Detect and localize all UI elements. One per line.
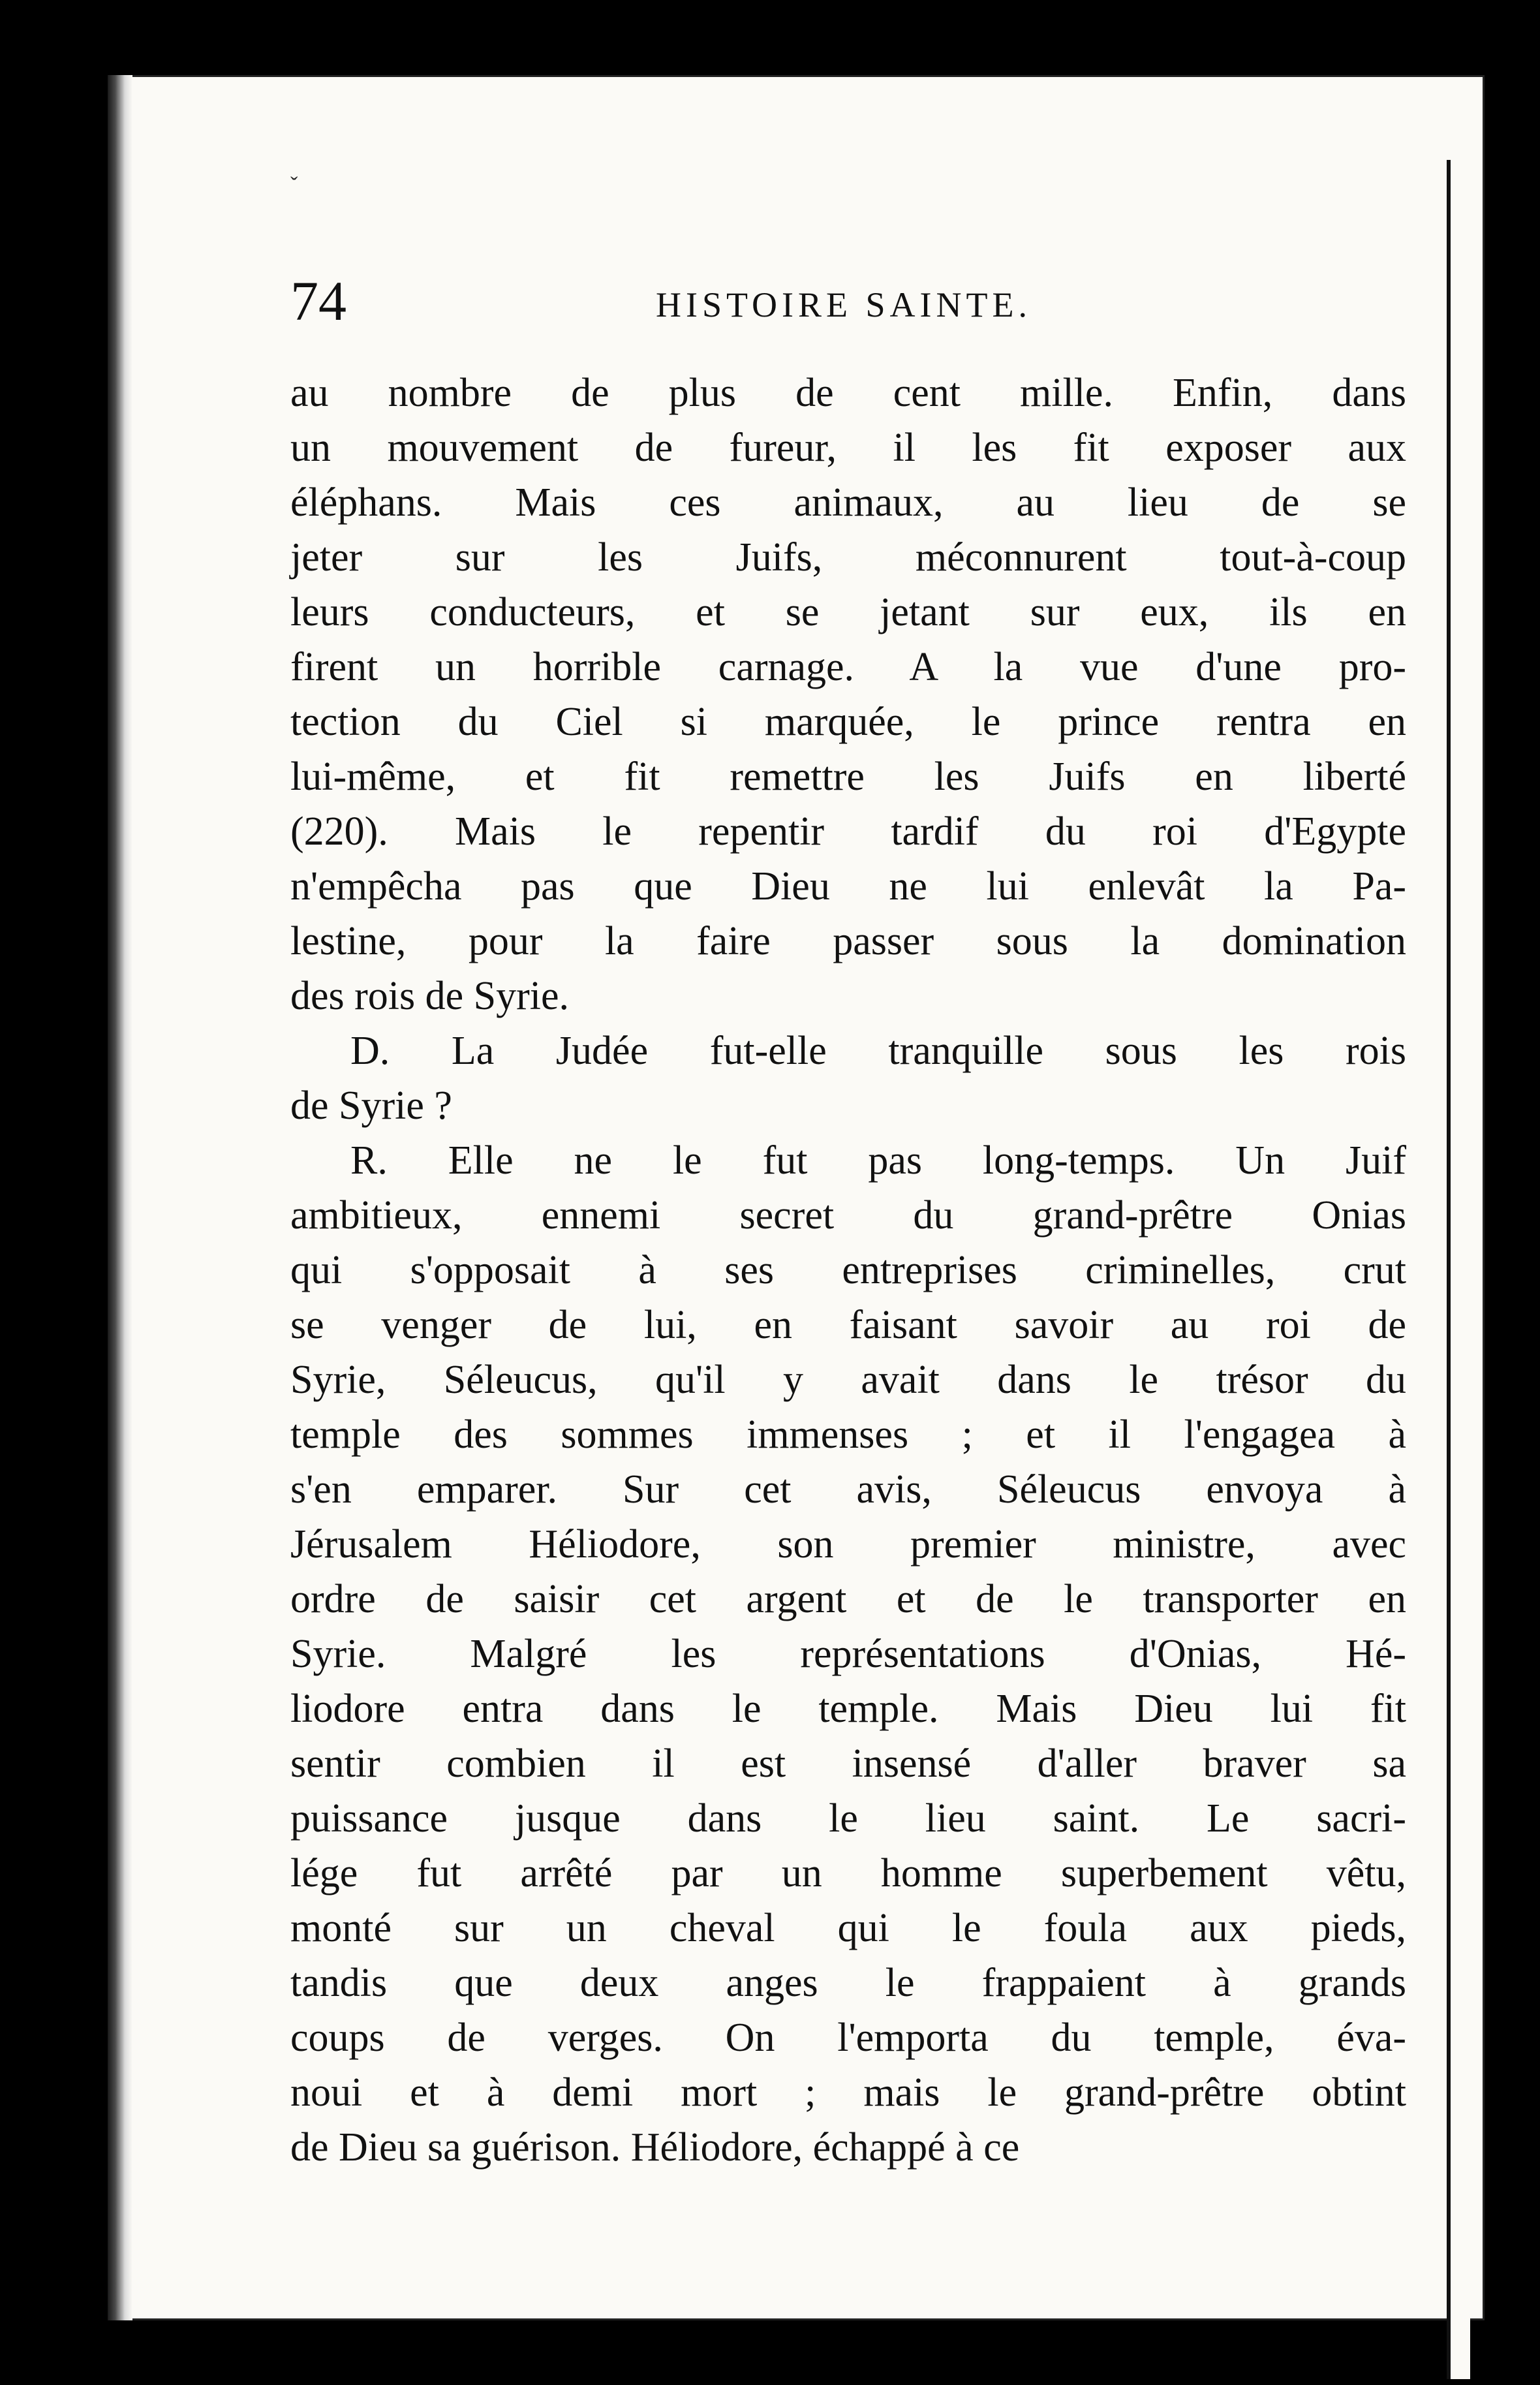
text-line: tandis que deux anges le frappaient à grands — [290, 1961, 1406, 2005]
text-line: tection du Ciel si marquée, le prince rentra en — [290, 700, 1406, 744]
running-title: HISTOIRE SAINTE. — [656, 285, 1032, 324]
text-line: de Dieu sa guérison. Héliodore, échappé à ce — [290, 2125, 1020, 2170]
text-line: Syrie. Malgré les représentations d'Onias, Hé- — [290, 1632, 1406, 1676]
text-line: Syrie, Séleucus, qu'il y avait dans le trésor du — [290, 1358, 1406, 1402]
text-line: s'en emparer. Sur cet avis, Séleucus envoya à — [290, 1467, 1406, 1512]
text-line: liodore entra dans le temple. Mais Dieu lui fit — [290, 1687, 1406, 1731]
text-line: lége fut arrêté par un homme superbement vêtu, — [290, 1851, 1406, 1895]
text-line: ordre de saisir cet argent et de le transporter en — [290, 1577, 1406, 1621]
paragraph — [290, 1133, 1406, 2175]
page-number: 74 — [290, 270, 346, 332]
text-line: D. La Judée fut-elle tranquille sous les rois — [350, 1029, 1406, 1073]
text-line: lestine, pour la faire passer sous la domination — [290, 919, 1406, 963]
paragraph — [290, 366, 1406, 1023]
page-right-edge — [1447, 160, 1470, 2379]
text-line: lui-même, et fit remettre les Juifs en liberté — [290, 755, 1406, 799]
text-line: leurs conducteurs, et se jetant sur eux, ils en — [290, 590, 1406, 634]
text-line: monté sur un cheval qui le foula aux pieds, — [290, 1906, 1406, 1950]
text-line: qui s'opposait à ses entreprises criminelles, crut — [290, 1248, 1406, 1292]
text-line: jeter sur les Juifs, méconnurent tout-à-coup — [290, 535, 1406, 580]
text-line: noui et à demi mort ; mais le grand-prêtre obtint — [290, 2070, 1406, 2115]
text-line: firent un horrible carnage. A la vue d'une pro- — [290, 645, 1406, 689]
text-line: n'empêcha pas que Dieu ne lui enlevât la Pa- — [290, 864, 1406, 909]
text-line: (220). Mais le repentir tardif du roi d'Egypte — [290, 809, 1406, 854]
text-line: coups de verges. On l'emporta du temple, éva- — [290, 2016, 1406, 2060]
text-line: au nombre de plus de cent mille. Enfin, dans — [290, 371, 1406, 415]
text-line: ambitieux, ennemi secret du grand-prêtre Onias — [290, 1193, 1406, 1238]
text-line: un mouvement de fureur, il les fit exposer aux — [290, 426, 1406, 470]
text-line: sentir combien il est insensé d'aller braver sa — [290, 1741, 1406, 1786]
text-line: se venger de lui, en faisant savoir au roi de — [290, 1303, 1406, 1347]
text-line: puissance jusque dans le lieu saint. Le sacri- — [290, 1796, 1406, 1841]
text-line: de Syrie ? — [290, 1083, 452, 1128]
ink-mark: ˇ — [290, 173, 298, 197]
text-line: éléphans. Mais ces animaux, au lieu de se — [290, 480, 1406, 525]
paragraph — [290, 1023, 1406, 1133]
text-line: R. Elle ne le fut pas long-temps. Un Juif — [350, 1138, 1406, 1183]
page-header — [290, 270, 1406, 338]
text-line: des rois de Syrie. — [290, 974, 570, 1018]
body-text — [290, 366, 1406, 2175]
text-line: Jérusalem Héliodore, son premier ministre, avec — [290, 1522, 1406, 1567]
text-line: temple des sommes immenses ; et il l'engagea à — [290, 1412, 1406, 1457]
